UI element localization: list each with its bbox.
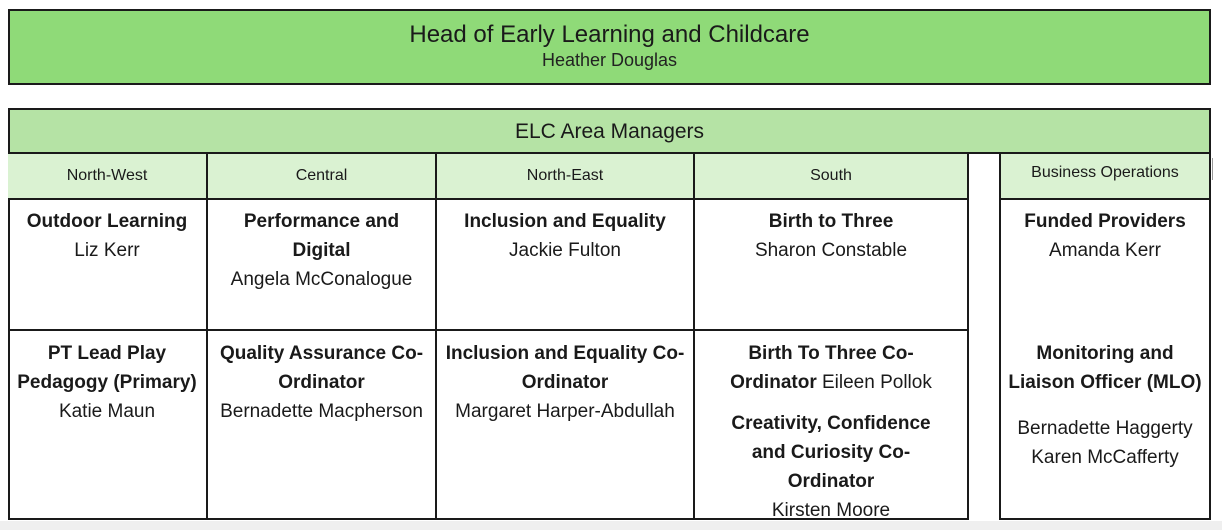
person-name: Karen McCafferty	[1031, 447, 1179, 468]
cell-business-row1	[1001, 207, 1209, 265]
cell-central-row1	[208, 200, 437, 329]
role-title-secondary: Creativity, Confidence and Curiosity Co-Ordinator	[731, 413, 931, 492]
area-managers-band: ELC Area Managers	[8, 108, 1211, 154]
column-header-business-operations: Business Operations	[999, 154, 1211, 200]
cell-south-row2	[695, 331, 969, 520]
role-title: Outdoor Learning	[26, 211, 188, 232]
cell-north-east-row2	[437, 331, 695, 520]
role-title: Inclusion and Equality	[464, 211, 666, 232]
person-name: Bernadette Haggerty	[1017, 418, 1193, 439]
role-title: Birth To Three Co-Ordinator	[730, 343, 914, 393]
role-title: Monitoring and Liaison Officer (MLO)	[1008, 343, 1202, 393]
role-title: Quality Assurance Co-Ordinator	[219, 343, 424, 393]
cell-north-east-row1	[437, 200, 695, 329]
cell-north-west-row2	[8, 331, 208, 520]
person-name-secondary: Kirsten Moore	[771, 500, 891, 521]
role-title: Performance and Digital	[243, 211, 400, 261]
person-name: Sharon Constable	[754, 240, 908, 261]
footer-strip	[0, 521, 1222, 530]
head-title: Head of Early Learning and Childcare	[409, 21, 810, 48]
head-name: Heather Douglas	[541, 50, 678, 70]
cell-central-row2	[208, 331, 437, 520]
cell-south-row1	[695, 200, 969, 329]
column-header-central: Central	[208, 154, 437, 200]
role-title: Birth to Three	[768, 211, 894, 232]
business-operations-column	[999, 200, 1211, 520]
person-name: Angela McConalogue	[230, 269, 413, 290]
person-name: Amanda Kerr	[1049, 240, 1161, 261]
cell-north-west-row1	[8, 200, 208, 329]
person-name: Katie Maun	[58, 401, 156, 422]
role-title: Inclusion and Equality Co-Ordinator	[445, 343, 685, 393]
person-name: Bernadette Macpherson	[220, 401, 423, 422]
person-name: Margaret Harper-Abdullah	[455, 401, 675, 422]
cell-business-row2	[1001, 339, 1209, 472]
person-name: Eileen Pollok	[822, 372, 932, 393]
role-title: PT Lead Play Pedagogy (Primary)	[17, 343, 197, 393]
head-of-elc-box	[8, 9, 1211, 85]
edge-marker	[1212, 158, 1213, 180]
column-header-north-west: North-West	[8, 154, 208, 200]
column-header-north-east: North-East	[437, 154, 695, 200]
person-name: Jackie Fulton	[509, 240, 621, 261]
person-name: Liz Kerr	[74, 240, 140, 261]
column-header-south: South	[695, 154, 969, 200]
role-title: Funded Providers	[1024, 211, 1186, 232]
